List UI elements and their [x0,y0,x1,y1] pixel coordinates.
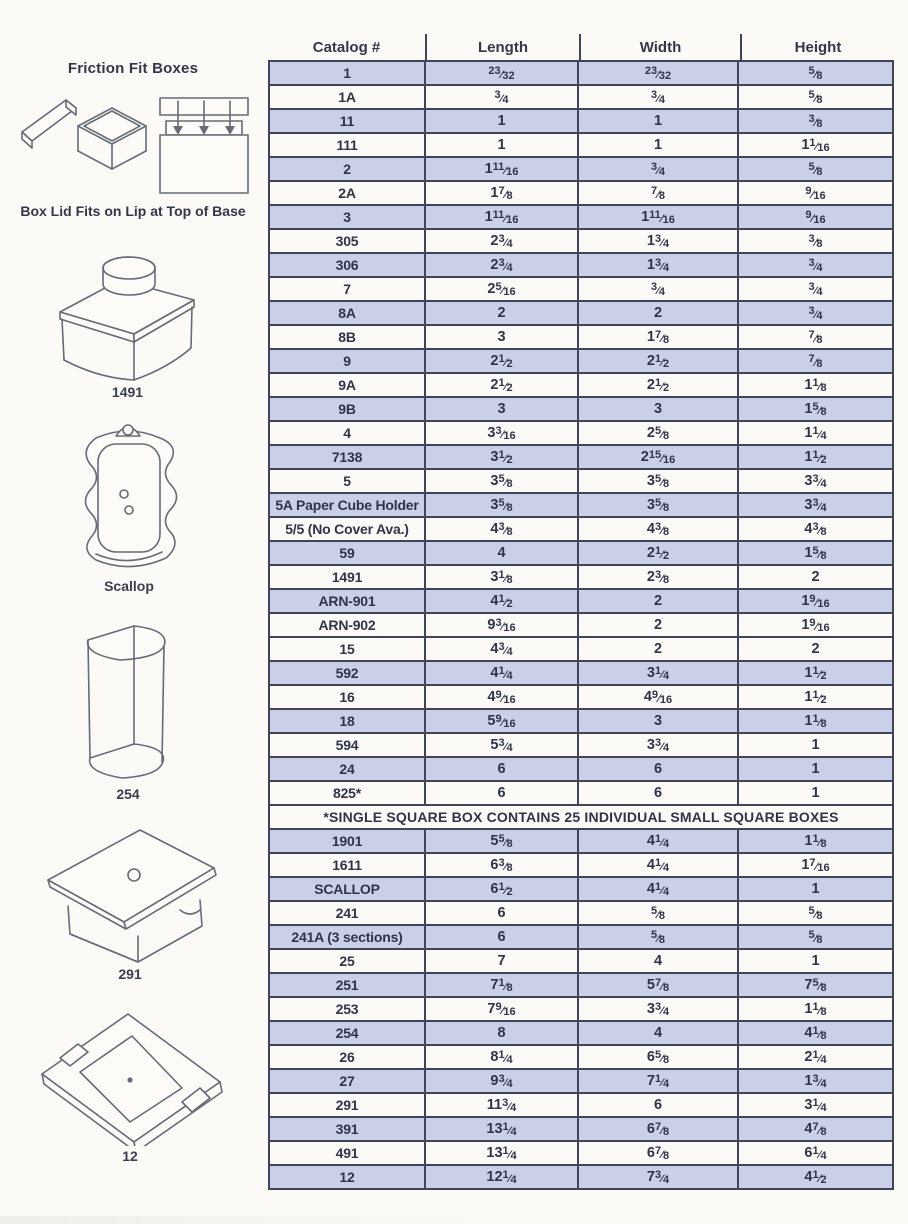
dimension-cell: 7 1⁄8 [426,974,579,996]
dimension-cell: 2 [579,590,739,612]
dimension-cell: 1 5⁄8 [804,544,827,562]
illustrations-panel [0,0,266,1224]
dimension-cell: 4 1⁄4 [579,854,739,876]
dimension-cell: 1 11⁄16 [426,158,579,180]
dimension-cell: 5⁄8 [808,160,823,178]
catalog-cell: ARN-901 [270,590,426,612]
catalog-cell: 305 [270,230,426,252]
table-row [270,254,892,278]
dimension-cell: 4 [579,950,739,972]
dimension-cell: 3⁄4 [579,86,739,108]
catalog-cell: 59 [270,542,426,564]
dimension-cell: 1 1⁄8 [804,832,827,850]
catalog-cell: 825* [270,782,426,804]
catalog-cell: 8B [270,326,426,348]
dimension-cell: 1 1⁄8 [804,1000,827,1018]
table-row [270,518,892,542]
dimension-cell: 1 3⁄4 [579,230,739,252]
dimension-cell: 5⁄8 [808,928,823,946]
table-row [270,950,892,974]
dimension-cell: 2 15⁄16 [579,446,739,468]
dimension-cell: 6 [579,1094,739,1116]
friction-fit-diagram [14,84,254,202]
table-note-row: *SINGLE SQUARE BOX CONTAINS 25 INDIVIDUAL SMALL SQUARE BOXES [270,806,892,830]
catalog-cell: 254 [270,1022,426,1044]
table-row [270,158,892,182]
dimension-cell: 2 1⁄2 [426,350,579,372]
catalog-cell: 1901 [270,830,426,852]
dimension-cell: 1 1⁄16 [801,136,830,154]
catalog-cell: 2A [270,182,426,204]
table-row [270,398,892,422]
catalog-cell: 5/5 (No Cover Ava.) [270,518,426,540]
dimension-cell: 2 1⁄2 [426,374,579,396]
scan-artifact [0,1216,908,1224]
dimension-cell: 6 1⁄4 [804,1144,827,1162]
catalog-cell: 1 [270,62,426,84]
dimension-cell: 2 1⁄2 [579,350,739,372]
catalog-cell: 11 [270,110,426,132]
dimension-cell: 1 7⁄8 [426,182,579,204]
dimension-cell: 7⁄8 [579,182,739,204]
table-row [270,134,892,158]
table-row [270,302,892,326]
dimension-cell: 3 1⁄2 [426,446,579,468]
table-header-row [268,34,894,60]
dimension-cell: 4 [426,542,579,564]
catalog-cell: 5A Paper Cube Holder [270,494,426,516]
dimension-cell: 2 3⁄4 [426,230,579,252]
dimension-cell: 1 3⁄4 [804,1072,827,1090]
column-header-height: Height [740,34,894,60]
illustration-caption-291: 291 [118,966,142,982]
catalog-cell: ARN-902 [270,614,426,636]
dimension-cell: 1 5⁄8 [804,400,827,418]
table-row [270,86,892,110]
illustration-254 [72,610,184,782]
dimension-cell: 6 3⁄8 [426,854,579,876]
dimension-cell: 4 1⁄4 [579,878,739,900]
dimension-cell: 1 [811,953,820,969]
illustration-caption-254: 254 [116,786,140,802]
illustration-caption-scallop: Scallop [104,578,154,594]
table-row [270,1118,892,1142]
dimension-cell: 9⁄16 [805,184,826,202]
dimension-cell: 1 1⁄2 [804,664,827,682]
illustration-291 [40,818,220,968]
catalog-cell: SCALLOP [270,878,426,900]
catalog-cell: 253 [270,998,426,1020]
dimension-cell: 6 [426,758,579,780]
table-row [270,542,892,566]
dimension-cell: 3⁄4 [808,304,823,322]
table-row [270,278,892,302]
table-row [270,326,892,350]
column-header-catalog: Catalog # [312,38,381,56]
dimension-cell: 9 3⁄16 [426,614,579,636]
dimension-cell: 4 3⁄8 [426,518,579,540]
dimension-cell: 3 3⁄4 [579,734,739,756]
dimension-cell: 1 1⁄4 [804,424,827,442]
catalog-cell: 111 [270,134,426,156]
dimension-cell: 3 1⁄4 [804,1096,827,1114]
illustration-12 [30,996,230,1146]
column-header-length: Length [425,34,579,60]
catalog-cell: 241A (3 sections) [270,926,426,948]
dimension-cell: 2 1⁄2 [579,542,739,564]
dimension-cell: 2 3⁄4 [426,254,579,276]
dimension-cell: 2 [811,569,820,585]
dimension-cell: 5⁄8 [808,64,823,82]
catalog-cell: 1A [270,86,426,108]
column-header-width: Width [579,34,740,60]
dimension-cell: 4 1⁄8 [804,1024,827,1042]
dimension-cell: 1 1⁄2 [804,688,827,706]
dimension-cell: 7 5⁄8 [804,976,827,994]
table-row [270,710,892,734]
table-row [270,230,892,254]
dimension-cell: 1 [579,110,739,132]
dimension-cell: 3 5⁄8 [579,494,739,516]
dimension-cell: 2 1⁄4 [804,1048,827,1066]
dimension-cell: 3 [579,710,739,732]
dimension-cell: 1 1⁄8 [804,712,827,730]
catalog-cell: 306 [270,254,426,276]
catalog-cell: 391 [270,1118,426,1140]
catalog-cell: 5 [270,470,426,492]
dimension-cell: 1 [426,134,579,156]
dimension-cell: 1 1⁄2 [804,448,827,466]
dimension-cell: 4 3⁄8 [804,520,827,538]
dimension-cell: 2 [579,638,739,660]
dimension-cell: 4 1⁄2 [426,590,579,612]
table-row [270,902,892,926]
table-row [270,758,892,782]
dimension-cell: 1 [811,737,820,753]
catalog-cell: 9B [270,398,426,420]
catalog-cell: 9 [270,350,426,372]
half-round-box-drawing [72,610,184,782]
table-body [268,60,894,1190]
catalog-cell: 491 [270,1142,426,1164]
dimension-cell: 1 11⁄16 [579,206,739,228]
catalog-cell: 1491 [270,566,426,588]
dimension-cell: 1 9⁄16 [801,616,830,634]
dimension-cell: 6 [579,782,739,804]
catalog-cell: 18 [270,710,426,732]
dimension-cell: 5⁄8 [579,926,739,948]
dimension-cell: 6 5⁄8 [579,1046,739,1068]
table-row [270,446,892,470]
dimension-cell: 13 1⁄4 [426,1142,579,1164]
dimension-cell: 3⁄8 [808,112,823,130]
table-row [270,206,892,230]
dimension-cell: 3 5⁄8 [426,470,579,492]
dimension-cell: 3 3⁄4 [804,472,827,490]
dimension-cell: 1 3⁄4 [579,254,739,276]
dimension-cell: 5 7⁄8 [579,974,739,996]
catalog-cell: 7 [270,278,426,300]
dimension-cell: 4 9⁄16 [579,686,739,708]
table-row [270,854,892,878]
illustration-box-1491 [50,248,205,383]
dimension-cell: 2 [579,614,739,636]
catalog-cell: 291 [270,1094,426,1116]
dimension-cell: 4 1⁄4 [579,830,739,852]
table-row [270,1070,892,1094]
catalog-cell: 3 [270,206,426,228]
dimension-cell: 7 9⁄16 [426,998,579,1020]
dimension-cell: 3 1⁄4 [579,662,739,684]
catalog-cell: 7138 [270,446,426,468]
dimension-cell: 7⁄8 [808,328,823,346]
dimension-cell: 5 9⁄16 [426,710,579,732]
dimension-cell: 6 7⁄8 [579,1118,739,1140]
catalog-cell: 4 [270,422,426,444]
dimension-cell: 7 1⁄4 [579,1070,739,1092]
catalog-cell: 8A [270,302,426,324]
dimension-cell: 7⁄8 [808,352,823,370]
catalog-cell: 1611 [270,854,426,876]
dimension-cell: 6 1⁄2 [426,878,579,900]
catalog-cell: 594 [270,734,426,756]
table-row [270,830,892,854]
dimension-cell: 13 1⁄4 [426,1118,579,1140]
illustration-caption-12: 12 [122,1148,138,1164]
dimension-cell: 23⁄32 [579,62,739,84]
dimension-cell: 5⁄8 [808,88,823,106]
dimension-cell: 2 [579,302,739,324]
dimension-cell: 6 7⁄8 [579,1142,739,1164]
table-row [270,422,892,446]
dimension-cell: 6 [426,782,579,804]
table-row [270,62,892,86]
table-row [270,110,892,134]
table-row [270,782,892,806]
table-row [270,1142,892,1166]
dimension-cell: 1 11⁄16 [426,206,579,228]
diagram-caption: Box Lid Fits on Lip at Top of Base [20,203,246,219]
dimension-cell: 4 9⁄16 [426,686,579,708]
dimension-cell: 2 1⁄2 [579,374,739,396]
table-row [270,470,892,494]
dimension-cell: 1 [811,761,820,777]
box-with-lid-drawing [40,818,220,968]
dimension-cell: 3 3⁄4 [579,998,739,1020]
friction-fit-diagram-drawing [14,84,254,202]
table-row [270,182,892,206]
table-row [270,878,892,902]
dimension-cell: 4 7⁄8 [804,1120,827,1138]
dimension-cell: 7 3⁄4 [579,1166,739,1188]
dimension-cell: 1 [811,881,820,897]
box-with-knob-drawing [50,248,205,383]
catalog-cell: 251 [270,974,426,996]
dimension-cell: 2 3⁄8 [579,566,739,588]
table-row [270,998,892,1022]
dimension-cell: 3⁄4 [426,86,579,108]
dimension-cell: 12 1⁄4 [426,1166,579,1188]
dimension-cell: 2 [811,641,820,657]
dimension-cell: 5⁄8 [808,904,823,922]
table-row [270,614,892,638]
dimension-cell: 3⁄4 [808,256,823,274]
catalog-cell: 24 [270,758,426,780]
dimension-cell: 4 [579,1022,739,1044]
dimension-cell: 4 1⁄4 [426,662,579,684]
catalog-cell: 2 [270,158,426,180]
dimension-cell: 23⁄32 [426,62,579,84]
dimension-cell: 7 [426,950,579,972]
table-row [270,734,892,758]
dimension-cell: 3 5⁄8 [579,470,739,492]
dimension-cell: 3 3⁄4 [804,496,827,514]
table-row [270,350,892,374]
dimension-cell: 6 [579,758,739,780]
dimension-cell: 3⁄4 [579,158,739,180]
dimension-cell: 1 1⁄8 [804,376,827,394]
illustration-scallop [66,418,192,576]
catalog-cell: 12 [270,1166,426,1188]
dimension-cell: 3 [579,398,739,420]
dimension-cell: 3⁄8 [808,232,823,250]
table-row [270,566,892,590]
dimension-cell: 1 9⁄16 [801,592,830,610]
scallop-box-drawing [66,418,192,576]
catalog-cell: 592 [270,662,426,684]
table-row [270,494,892,518]
table-row [270,686,892,710]
catalog-cell: 16 [270,686,426,708]
dimension-cell: 8 [426,1022,579,1044]
dimension-cell: 9⁄16 [805,208,826,226]
dimension-cell: 1 [579,134,739,156]
table-row [270,662,892,686]
dimension-cell: 3 [426,398,579,420]
dimension-cell: 4 3⁄8 [579,518,739,540]
dimension-cell: 4 3⁄4 [426,638,579,660]
catalog-cell: 241 [270,902,426,924]
dimension-cell: 1 7⁄16 [801,856,830,874]
dimensions-table [268,34,894,1190]
catalog-cell: 9A [270,374,426,396]
dimension-cell: 3 5⁄8 [426,494,579,516]
dimension-cell: 3⁄4 [579,278,739,300]
table-row [270,926,892,950]
table-row [270,590,892,614]
table-row [270,1046,892,1070]
dimension-cell: 9 3⁄4 [426,1070,579,1092]
dimension-cell: 1 [426,110,579,132]
dimension-cell: 3 [426,326,579,348]
catalog-cell: 26 [270,1046,426,1068]
dimension-cell: 3 3⁄16 [426,422,579,444]
dimension-cell: 6 [426,902,579,924]
dimension-cell: 4 1⁄2 [804,1168,827,1186]
catalog-cell: 15 [270,638,426,660]
table-row [270,638,892,662]
illustration-caption-1491: 1491 [111,384,144,400]
dimension-cell: 5⁄8 [579,902,739,924]
dimension-cell: 3 1⁄8 [426,566,579,588]
catalog-cell: 25 [270,950,426,972]
dimension-cell: 5 5⁄8 [426,830,579,852]
dimension-cell: 1 [811,785,820,801]
dimension-cell: 2 5⁄16 [426,278,579,300]
table-row [270,974,892,998]
dimension-cell: 5 3⁄4 [426,734,579,756]
dimension-cell: 1 7⁄8 [579,326,739,348]
section-title: Friction Fit Boxes [67,60,199,77]
tray-box-drawing [30,996,230,1146]
dimension-cell: 11 3⁄4 [426,1094,579,1116]
dimension-cell: 6 [426,926,579,948]
table-row [270,374,892,398]
table-row [270,1094,892,1118]
dimension-cell: 2 5⁄8 [579,422,739,444]
catalog-cell: 27 [270,1070,426,1092]
table-row [270,1166,892,1190]
table-row [270,1022,892,1046]
dimension-cell: 2 [426,302,579,324]
dimension-cell: 3⁄4 [808,280,823,298]
dimension-cell: 8 1⁄4 [426,1046,579,1068]
